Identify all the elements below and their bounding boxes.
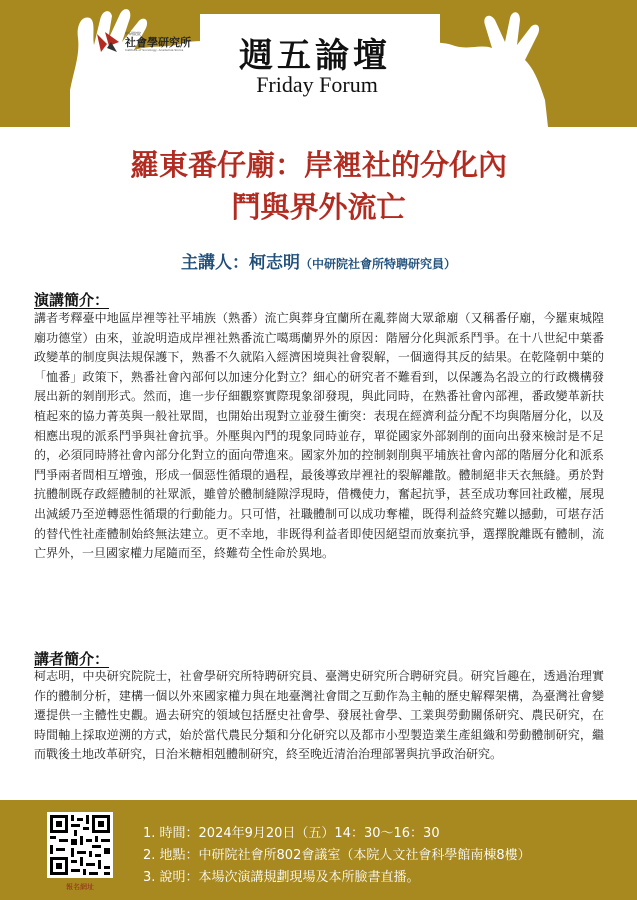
talk-title-line2: 鬥與界外流亡 xyxy=(231,190,406,224)
speaker-affiliation: （中研院社會所特聘研究員） xyxy=(299,257,456,271)
bio-heading: 講者簡介： xyxy=(34,650,110,668)
header-banner xyxy=(0,0,637,127)
forum-title-en: Friday Forum xyxy=(256,72,378,97)
abstract-text: 講者考釋臺中地區岸裡等社平埔族（熟番）流亡與葬身宜蘭所在亂葬崗大眾爺廟（又稱番仔廟，今羅東城隍廟功德堂）由來，並說明造成岸裡社熟番流亡噶瑪蘭界外的原因：階層分化與派系鬥爭。在十八世紀中葉番政變革的制度與法規保護下，熟番不久就陷入經濟困境與社會裂解，一個適得其反的結果。在乾隆朝中葉的「恤番」政策下，熟番社會內部何以加速分化對立？細心的研究者不難看到，以保護為名設立的行政機構發展出新的剝削形式。然而，進一步仔細觀察實際現象卻發現，與此同時，在熟番社會內部裡，番政變革新扶植起來的協力菁英與一般社眾間，也開始出現對立並發生衝突：表現在經濟利益分配不均與階層分化，以及相應出現的派系鬥爭與社會抗爭。外壓與內鬥的現象同時並存，單從國家外部剝削的面向出發來檢討是不足的，必須同時將社會內部分化對立的面向帶進來。國家外加的控制剝削與平埔族社會內部的階層分化和派系鬥爭兩者間相互增強，形成一個惡性循環的過程，最後導致岸裡社的裂解離散。體制絕非天衣無縫。勇於對抗體制既存政經體制的社眾派，雖曾於體制縫隙浮現時，借機使力，奮起抗爭，甚至成功奪回社政權，展現出減緩乃至逆轉惡性循環的行動能力。只可惜，社職體制可以成功奪權，既得利益終究難以撼動，可堪存活的替代性社產體制始終無法建立。更不幸地，非既得利益者即使因絕望而放棄抗爭，選擇脫離既有體制，流亡界外，一旦國家權力尾隨而至，終難苟全性命於異地。 xyxy=(34,311,604,561)
speaker-label: 主講人： xyxy=(180,253,249,273)
abstract-heading: 演講簡介： xyxy=(34,291,110,309)
logo-small-text: 中研院院 xyxy=(125,31,141,36)
bio-text: 柯志明，中央研究院院士，社會學研究所特聘研究員、臺灣史研究所合聘研究員。研究旨趣在，透過治理實作的體制分析，建構一個以外來國家權力與在地臺灣社會間之互動作為主軸的歷史解釋架構，為臺灣社會變遷提供一主體性史觀。過去研究的領域包括歷史社會學、發展社會學、工業與勞動關係研究、農民研究，在時間軸上採取逆溯的方式，始於當代農民分類和分化研究以及都市小型製造業生產組織和勞動體制研究，繼而戰後土地改革研究，日治米糖相剋體制研究，終至晚近清治治理部署與抗爭政治研究。 xyxy=(34,669,604,762)
qr-label: 報名網址 xyxy=(66,883,94,891)
logo-english-text: Institute of Sociology, Academia Sinica xyxy=(125,48,184,52)
talk-title-line1: 羅東番仔廟：岸裡社的分化內 xyxy=(129,148,507,182)
logo-mark-icon xyxy=(95,30,121,54)
forum-title-zh: 週五論壇 xyxy=(239,36,391,76)
info-location: 2. 地點：中研院社會所802會議室（本院人文社會科學館南棟8樓） xyxy=(143,848,531,863)
talk-title xyxy=(40,144,597,228)
info-time: 1. 時間：2024年9月20日（五）14：30～16：30 xyxy=(143,826,440,841)
speaker-name: 柯志明 xyxy=(248,253,300,273)
registration-qr-code[interactable] xyxy=(47,812,113,878)
logo-name-text: 社會學研究所 xyxy=(125,36,191,49)
speaker-line xyxy=(0,248,637,273)
info-note: 3. 說明：本場次演講規劃現場及本所臉書直播。 xyxy=(143,870,420,885)
institute-logo xyxy=(95,30,191,54)
